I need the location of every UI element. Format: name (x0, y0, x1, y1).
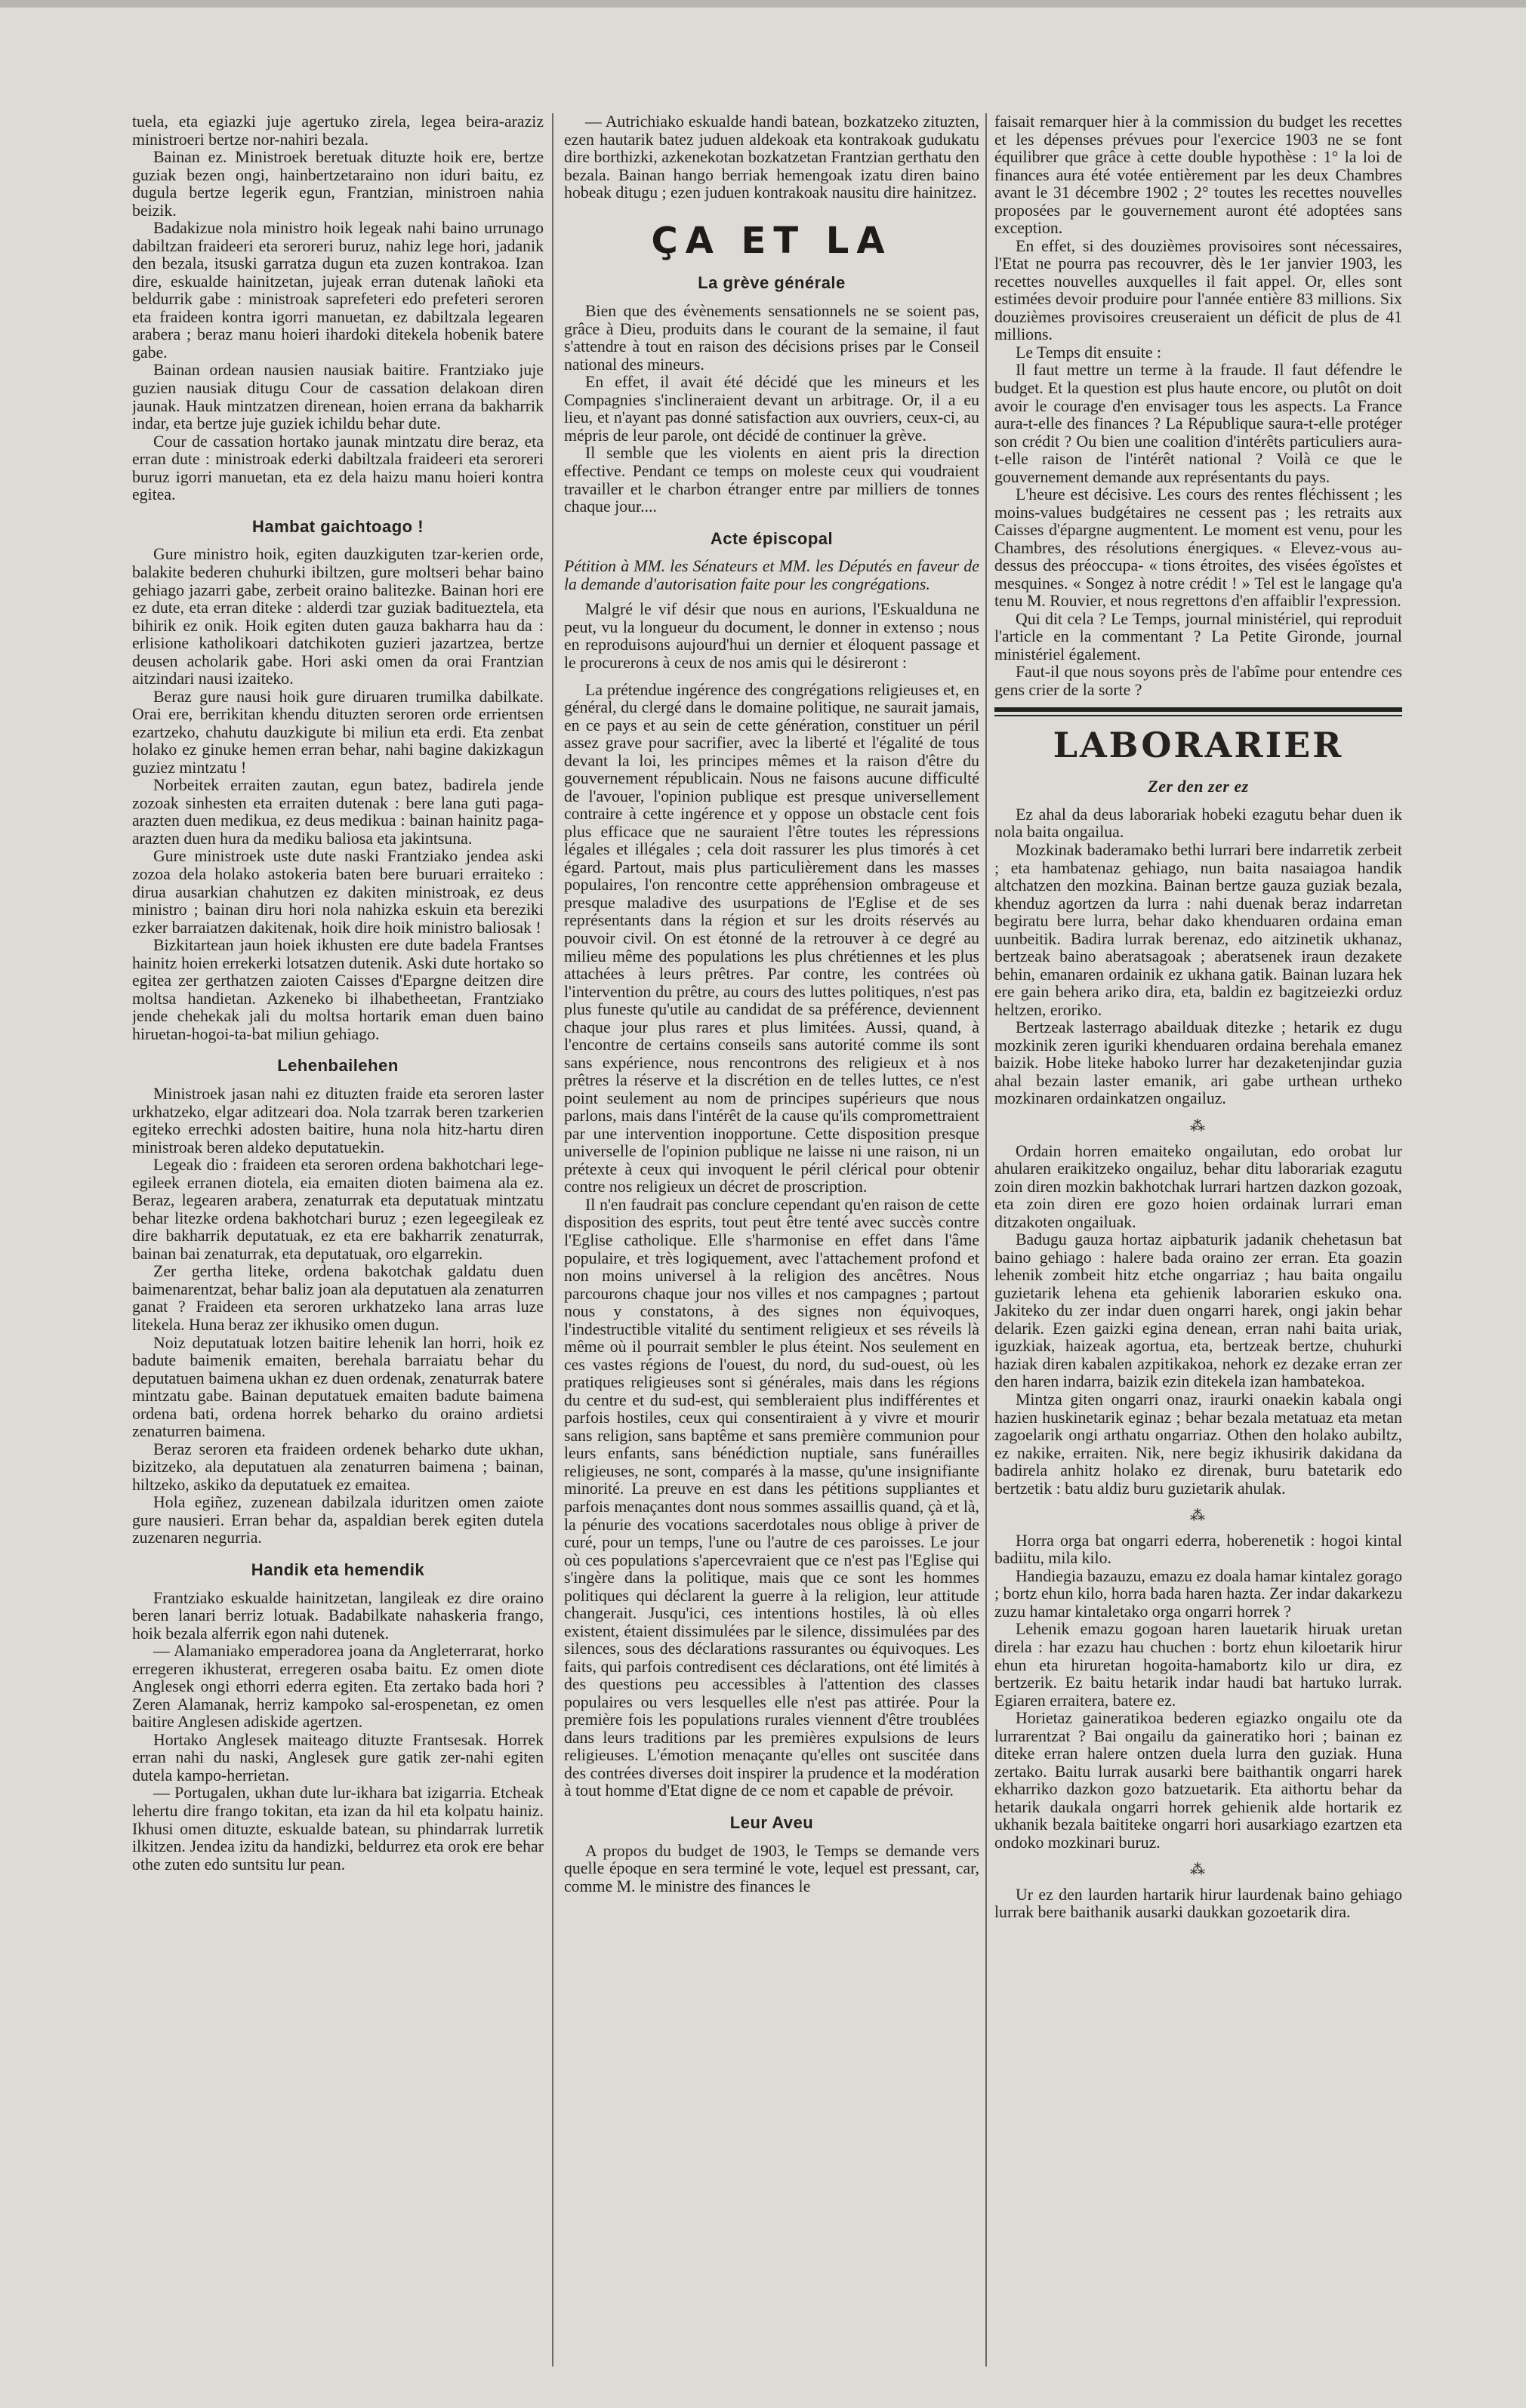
paragraph: Il n'en faudrait pas conclure cependant qu'en raison de cette disposition des esprits, tout peut être tenté avec succès contre l'Eglise catholique. Elle s'harmonise en effet dans l'âme populaire, et très logiquement, avec l'attachement profond et non moins universel à la religion des ancêtres. Nous parcourons chaque jour nos villes et nos campagnes ; partout nous y constatons, à des signes non équivoques, l'indestructible vitalité du sentiment religieux et ses réveils là même où il pourrait sembler le plus éteint. Nos seulement en ces vastes régions de l'ouest, du nord, du sud-ouest, où les pratiques religieuses sont si générales, mais dans les régions du centre et du sud-est, qui sembleraient plus indifférentes et parfois hostiles, ceux qui consentiraient à y vivre et mourir sans religion, sans baptême et sans première communion pour leurs enfants, sans bénédiction nuptiale, sans funérailles religieuses, ne sont, comparés à la masse, qu'une insignifiante minorité. La preuve en est dans les pétitions suppliantes et parfois menaçantes dont nous sommes assaillis quand, çà et là, la pénurie des vocations sacerdotales nous oblige à priver de curé, pour un temps, l'une ou l'autre de ces paroisses. Le jour où ces populations s'apercevraient que ce n'est pas l'Eglise qui s'ingère dans la politique, mais que ce sont les hommes politiques qui déclarent la guerre à la religion, leur attitude changerait. Jusqu'ici, ces intentions hostiles, là où elles existent, étaient dissimulées par le silence, dissimulées par des silences, sous des déclarations rassurantes ou équivoques. Les faits, qui parfois contredisent ces déclarations, ont été limités à des questions peu accessibles à l'attention des classes populaires ou vers lesquelles elle n'est pas attirée. Pour la première fois les populations rurales viennent d'être troublées dans leurs traditions par les premières expulsions de leurs religieuses. L'émotion menaçante qu'elles ont suscitée dans des contrées diverses doit inspirer la prudence et la modération à tout homme d'Etat digne de ce nom et capable de prévoir. (564, 1195, 979, 1800)
column-2 (564, 113, 979, 2370)
paragraph: Badugu gauza hortaz aipbaturik jadanik chehetasun bat baino gehiago : halere bada oraino zer erran. Eta goazin lehenik zombeit hitz etche ongarriaz ; hau baita ongailu guzietarik lehena eta gehienik laborarien eskuko ona. Jakiteko du zer indar duen ongarri harek, ongi jakin behar delarik. Ezen gaizki egina denean, erran nahi baita uriak, iguzkiak, haizeak agortua, eta, bertzeak bertze, chuhurki haziak diren kabalen azpitikakoa, nehork ez dezake erran zer den haren indarra, baizik ezin ditekela izan hambatekoa. (994, 1230, 1402, 1391)
paragraph: A propos du budget de 1903, le Temps se demande vers quelle époque en sera terminé le vote, lequel est pressant, car, comme M. le ministre des finances le (564, 1841, 979, 1895)
section-divider (994, 715, 1402, 716)
paragraph: Horietaz gaineratikoa bederen egiazko ongailu ote da lurrarentzat ? Bai ongailu da gaineratiko hori ; bainan ez diteke erran halere ontzen duela lurra den guziak. Huna zertako. Baitu lurrak ausarki bere baithantik ongarri harek ekharriko dazkon gozo batzuetarik. Eta aithortu behar da hetarik daukala ongarri horrek gehienik alde hortarik ez ukhanik bezala baititeke ongarri hori ausarkiago ezartzen eta ondoko mozkinari buruz. (994, 1709, 1402, 1852)
section-divider (994, 707, 1402, 712)
paragraph: Ministroek jasan nahi ez dituzten fraide eta seroren laster urkhatzeko, elgar aditzeari doa. Nola tzarrak beren tzarkerien egiteko errechki adosten baitire, huna nola hitz-hartu diren ministroak beren aldeko deputatuekin. (132, 1085, 544, 1156)
paragraph: Frantziako eskualde hainitzetan, langileak ez dire oraino beren lanari berriz lotuak. Badabilkate nahaskeria frango, hoik bezala alferrik egon nahi dutenek. (132, 1588, 544, 1643)
petition-title: Pétition à MM. les Sénateurs et MM. les Députés en faveur de la demande d'autorisation faite pour les congrégations. (564, 557, 979, 593)
paragraph: Handiegia bazauzu, emazu ez doala hamar kintalez gorago ; bortz ehun kilo, horra bada haren hazta. Zer indar dakarkezu zuzu hamar kintaletako orga ongarri horrek ? (994, 1566, 1402, 1621)
section-masthead-laborarier: LABORARIER (1053, 724, 1344, 765)
paragraph: tuela, eta egiazki juje agertuko zirela, legea beira-araziz ministroeri bertze nor-nahiri bezala. (132, 113, 544, 149)
paragraph: Il semble que les violents en aient pris la direction effective. Pendant ce temps on moleste ceux qui voudraient travailler et le charbon étranger entre par milliers de tonnes chaque jour.... (564, 444, 979, 516)
paragraph: Le Temps dit ensuite : (1016, 343, 1162, 362)
paragraph: Bainan ordean nausien nausiak baitire. Frantziako juje guzien nausiak ditugu Cour de cassation delakoan diren jaunak. Hauk mintzatzen direnean, hoien errana da bakharrik indar, eta bertze juje guziek ichildu behar dute. (132, 361, 544, 433)
paragraph: Malgré le vif désir que nous en aurions, l'Eskualduna ne peut, vu la longueur du document, le donner in extenso ; nous en reproduisons aujourd'hui un dernier et éloquent passage et le procurerons à ceux de nos amis qui le désireront : (564, 600, 979, 673)
column-rule (552, 113, 553, 2366)
paragraph: Ur ez den laurden hartarik hirur laurdenak baino gehiago lurrak bere baithanik ausarki daukkan gozoetarik dira. (994, 1885, 1402, 1922)
paragraph: Gure ministro hoik, egiten dauzkiguten tzar-kerien orde, balakite bederen chuhurki ibiltzen, gure moltseri behar baino gehiago jazarri gabe, zerbeit oraino balitezke. Bainan hori ere ez dute, eta erran diteke : alderdi tzar guziak baditueztela, eta bihirik ez onik. Hoik egiten duten gauza bakharra hau da : erlisione katholikoari datchikoten guzieri jazartzea, bertze deusen acholarik gabe. Hori aski omen da orai Frantzian aitzindari nausi izaiteko. (132, 545, 544, 688)
section-heading: Lehenbailehen (277, 1056, 399, 1076)
column-1 (132, 113, 544, 2370)
section-heading: La grève générale (698, 273, 846, 293)
paragraph: Noiz deputatuak lotzen baitire lehenik lan horri, hoik ez badute baimenik emaiten, berehala barraiatu behar du deputatuen baimena ukhan ez duen ordenak, zenaturrak batere mintzatu gabe. Bainan deputatuek emaiten badute baimena ordena bati, ordena horrek beharko du oraino ardietsi zenaturren baimena. (132, 1333, 544, 1441)
paragraph: — Alamaniako emperadorea joana da Angleterrarat, horko erregeren ikhusterat, erregeren osaba baitu. Ez omen diote Anglesek ongi ethorri ederra egiten. Eta zertako bada hori ? Zeren Alamanak, herriz kampoko sal-erospenetan, ez omen baitire Anglesen adiskide agertzen. (132, 1642, 544, 1732)
paragraph: Lehenik emazu gogoan haren lauetarik hiruak uretan direla : har ezazu hau chuchen : bortz ehun kiloetarik hirur ehun eta hiruretan hogoita-hamabortz kilo ur dira, ez bertzerik. Ez baitu hetarik indar haudi bat hartuko lurrak. Egiaren erraitera, batere ez. (994, 1620, 1402, 1710)
paragraph: La prétendue ingérence des congrégations religieuses et, en général, du clergé dans le domaine politique, ne saurait jamais, en ce pays et au sein de cette génération, constituer un péril assez grave pour sacrifier, avec la liberté et l'égalité de tous devant la loi, les principes mêmes et la raison d'être du gouvernement républicain. Nous ne faisons aucune difficulté de l'avouer, l'opinion publique est presque universellement contraire à cette ingérence et y oppose un obstacle cent fois plus efficace que ne sauraient l'être toutes les répressions légales et illégales ; cela doit rassurer les plus timorés à cet égard. Partout, mais plus particulièrement dans les masses populaires, l'on rencontre cette appréhension ombrageuse et presque maladive des usurpations de l'Eglise et de ses représentants dans la région et sur les droits réservés au pouvoir civil. On est étonné de la retrouver à ce degré au milieu même des populations les plus chrétiennes et les plus attachées à leurs prêtres. Par contre, les contrées où l'intervention du prêtre, au cours des luttes politiques, n'est pas plus funeste qu'utile au candidat de sa préférence, deviennent chaque jour plus rares et plus limitées. Aussi, quand, à l'encontre de certains conseils sans autorité comme ils sont sans expérience, nous rencontrons des religieux et à nos prêtres la réserve et la discrétion en de telles luttes, ce n'est point seulement au nom de principes supérieurs que nous parlons, mais dans l'intérêt de la cause qu'ils compromettraient par une intervention inopportune. Cette disposition presque universelle de l'opinion publique ne laisse ni une raison, ni un prétexte à ceux qui invoquent le péril clérical pour obtenir contre nos religieux un décret de proscription. (564, 680, 979, 1196)
paragraph: Badakizue nola ministro hoik legeak nahi baino urrunago dabiltzan fraideeri eta seroreri buruz, nahiz lege hori, jadanik den bezala, itsuski garratza dugun eta zuzen kontrakoa. Izan dire, eskualde hainitzetan, jujeak erran dutenak lañoki eta beldurrik gabe : ministroak saprefeteri edo prefeteri seroren eta fraideen kontra igorri manuetan, ez dabiltzala legearen arabera ; beraz manu hoieri ihardoki ditekela hobenik batere gabe. (132, 219, 544, 362)
section-heading: Zer den zer ez (1148, 777, 1249, 796)
paragraph: Cour de cassation hortako jaunak mintzatu dire beraz, eta erran dute : ministroak ederki dabiltzala fraideeri eta seroreri buruz igorri manuetan, eta ez dela haizu manu hoieri kontra egitea. (132, 432, 544, 504)
paragraph: Mintza giten ongarri onaz, iraurki onaekin kabala ongi hazien huskinetarik eginaz ; behar bezala metatuaz eta metan zagoelarik ongi arthatu ongarriaz. Othen den holako aubiltz, ez nakike, erraiten. Nik, nere begiz ikhusirik dakidana da badirela anhitz holako ez direnak, buru batetarik edo bertzetik : batu aldiz buru guzietarik ahulak. (994, 1390, 1402, 1498)
paragraph: — Autrichiako eskualde handi batean, bozkatzeko zituzten, ezen hautarik batez juduen aldekoak eta kontrakoak gudukatu dire borthizki, azkenekotan bozkatzetan Frantzian gerthatu den bezala. Bainan hango berriak hemengoak izatu diren baino hobeak ditugu ; ezen juduen kontrakoak nausitu dire hainitzez. (564, 113, 979, 202)
paragraph: Gure ministroek uste dute naski Frantziako jendea aski zozoa dela holako astokeria baten bere buruari erraiteko : dirua ausarkian chahutzen ez dakiten ministroak, ez deus ministro ; bainan diru hori nola nahizka eskuin eta bereziki ezker barraiatzen dakitenak, hoik dire hoik ministro baliosak ! (132, 847, 544, 937)
paragraph: L'heure est décisive. Les cours des rentes fléchissent ; les moins-values budgétaires ne cessent pas ; les retraits aux Caisses d'épargne augmentent. Le moment est venu, pour les Chambres, des résolutions énergiques. « Elevez-vous au-dessus des préoccupa- « tions étroites, des visées égoïstes et mesquines. « Songez à notre crédit ! » Tel est le langage qu'a tenu M. Rouvier, et nous regrettons d'en affaiblir l'expression. (994, 485, 1402, 611)
paragraph: — Portugalen, ukhan dute lur-ikhara bat izigarria. Etcheak lehertu dire frango tokitan, eta izan da hil eta kolpatu hainiz. Ikhusi omen dituzte, eskualde batean, su phindarrak lurretik ilkitzen. Jendea izitu da handizki, beldurrez eta orok ere behar othe zuten edo suntsitu lur pean. (132, 1784, 544, 1874)
column-rule (985, 113, 987, 2366)
paragraph: Beraz seroren eta fraideen ordenek beharko dute ukhan, bizitzeko, ala deputatuen ala zenaturren baimena ; bainan, hiltzeko, askiko da deputatuek ez emaitea. (132, 1440, 544, 1494)
paragraph: Il faut mettre un terme à la fraude. Il faut défendre le budget. Et la question est plus haute encore, ou plutôt on doit avoir le courage d'en envisager tous les aspects. La France aura-t-elle des finances ? La République saura-t-elle protéger son crédit ? Ou bien une coalition d'intérêts particuliers aura-t-elle raison de l'intérêt national ? Voilà ce que le gouvernement demande aux représentants du pays. (994, 361, 1402, 486)
section-heading: Handik eta hemendik (251, 1560, 425, 1579)
paragraph: Ordain horren emaiteko ongailutan, edo orobat lur ahularen eraikitzeko ongailuz, behar ditu laborariak ezagutu zoin diren mozkin bakhotchak lurrari hartzen dazkon gozoak, eta zoin diren ere gozo hoien ordainak lurrari eman ditzakoten ongailuak. (994, 1141, 1402, 1231)
paragraph: Horra orga bat ongarri ederra, hoberenetik : hogoi kintal badiitu, mila kilo. (994, 1531, 1402, 1568)
paragraph: Bizkitartean jaun hoiek ikhusten ere dute badela Frantses hainitz hoien errekerki lotsatzen dutenik. Aski dute hortako so egitea zer gerthatzen zaioten Caisses d'Epargne deitzen dire moltsa handietan. Azkeneko bi ilhabetheetan, Frantziako jende chehekak jali du moltsa hortarik eman duen baino hiruetan-hogoi-ta-bat miliun gehiago. (132, 936, 544, 1043)
paragraph: En effet, si des douzièmes provisoires sont nécessaires, l'Etat ne pourra pas recouvrer, dès le 1er janvier 1903, les recettes nouvelles auxquelles il fait appel. Or, elles sont estimées devoir produire pour l'année entière 83 millions. Six douzièmes provisoires creuseraient un déficit de plus de 41 millions. (994, 236, 1402, 344)
section-heading: Leur Aveu (729, 1813, 814, 1833)
column-3 (994, 113, 1402, 2370)
paragraph: En effet, il avait été décidé que les mineurs et les Compagnies s'inclineraient devant un arbitrage. Or, il a eu lieu, et n'ayant pas donné satisfaction aux ouvriers, ceux-ci, au mépris de leur parole, ont décidé de continuer la grève. (564, 373, 979, 445)
asterism-separator: ⁂ (1190, 1117, 1207, 1135)
section-masthead-ca-et-la: ÇA ET LA (651, 219, 892, 262)
paragraph: Legeak dio : fraideen eta seroren ordena bakhotchari lege-egileek erranen diotela, eia emaiten dioten baimena ala ez. Beraz, legearen arabera, zenaturrak eta deputatuak mintzatu behar litezke ordena bakhotchari buruz ; ezen legeegileak ez dire bakharrik deputatuak, ez eta ere bakharrik zenaturrak, bainan bai zenaturrak, eta deputatuak, oro elgarrekin. (132, 1156, 544, 1263)
section-heading: Hambat gaichtoago ! (251, 516, 424, 536)
paragraph: Bien que des évènements sensationnels ne se soient pas, grâce à Dieu, produits dans le courant de la semaine, il faut s'attendre à tout en raison des décisions prises par le Conseil national des mineurs. (564, 302, 979, 374)
paragraph: Hortako Anglesek maiteago dituzte Frantsesak. Horrek erran nahi du naski, Anglesek gure gatik zer-nahi egiten dutela kampo-herrietan. (132, 1730, 544, 1784)
page-top-edge (0, 0, 1526, 8)
paragraph: faisait remarquer hier à la commission du budget les recettes et les dépenses prévues pour l'exercice 1903 ne se font équilibrer que grâce à cette double hypothèse : 1° la loi de finances aura été votée entièrement par les deux Chambres avant le 31 décembre 1902 ; 2° toutes les recettes nouvelles proposées par le gouvernement auront été adoptées sans exception. (994, 113, 1402, 238)
asterism-separator: ⁂ (1190, 1861, 1207, 1879)
paragraph: Qui dit cela ? Le Temps, journal ministériel, qui reproduit l'article en la commentant ? La Petite Gironde, journal ministériel également. (994, 609, 1402, 664)
section-heading: Acte épiscopal (710, 528, 834, 548)
paragraph: Hola egiñez, zuzenean dabilzala iduritzen omen zaiote gure nausieri. Erran behar da, aspaldian berek egiten dutela zuzenaren negurria. (132, 1493, 544, 1547)
paragraph: Bainan ez. Ministroek beretuak dituzte hoik ere, bertze guziak bezen ongi, hainbertzetaraino non iduri baitu, ez dugula bertze legerik egun, Frantzian, ministroen nahia beizik. (132, 148, 544, 220)
paragraph: Zer gertha liteke, ordena bakotchak galdatu duen baimenarentzat, behar baliz joan ala deputatuen ala zenaturren ganat ? Fraideen eta seroren urkhatzeko lana arras luze litekela. Huna beraz zer ikhusiko omen dugun. (132, 1262, 544, 1334)
paragraph: Faut-il que nous soyons près de l'abîme pour entendre ces gens crier de la sorte ? (994, 663, 1402, 699)
asterism-separator: ⁂ (1190, 1507, 1207, 1525)
paragraph: Ez ahal da deus laborariak hobeki ezagutu behar duen ik nola baita ongailua. (994, 805, 1402, 842)
paragraph: Bertzeak lasterrago abailduak ditezke ; hetarik ez dugu mozkinik zeren iguriki khenduaren ordaina berehala emanez baizik. Hobe liteke haboko lurrer har dezaketenjindar guzia ahal bezain laster emanik, ari gabe urthean urtheko mozkinaren ordainkatzen ongailuz. (994, 1018, 1402, 1108)
paragraph: Beraz gure nausi hoik gure diruaren trumilka dabilkate. Orai ere, berrikitan khendu dituzten seroren orde errientsen ezartzeko, chahutu dauzkigute bi miliun eta erdi. Eta zenbat holako ez ginuke hemen erran behar, nahi bagine dakizkagun guziez mintzatu ! (132, 687, 544, 777)
paragraph: Mozkinak baderamako bethi lurrari bere indarretik zerbeit ; eta hambatenaz gehiago, nun baita nasaiagoa handik altchatzen den mozkina. Bainan bertze gauza guziak bezala, khenduz agortzen da lurra : nahi duenak beraz indarretan begiratu bere lurra, behar dako khenduaren ordaina eman uunbeitik. Badira lurrak berenaz, edo aitzinetik ukhanaz, bertzeak baino aberatsagoak ; aberatsenek iraun dezakete behin, emanaren ordainik ez ukhana gatik. Bainan luzara hek ere gain behera ariko dira, eta, baldin ez bagitzeiezki orduz heltzen, eroriko. (994, 841, 1402, 1019)
paragraph: Norbeitek erraiten zautan, egun batez, badirela jende zozoak sinhesten eta erraiten dutenak : bere lana guti paga-arazten duen medikua, ez deus medikua : bainan hainitz paga-arazten duen hura da mediku baliosa eta jakintsuna. (132, 776, 544, 848)
